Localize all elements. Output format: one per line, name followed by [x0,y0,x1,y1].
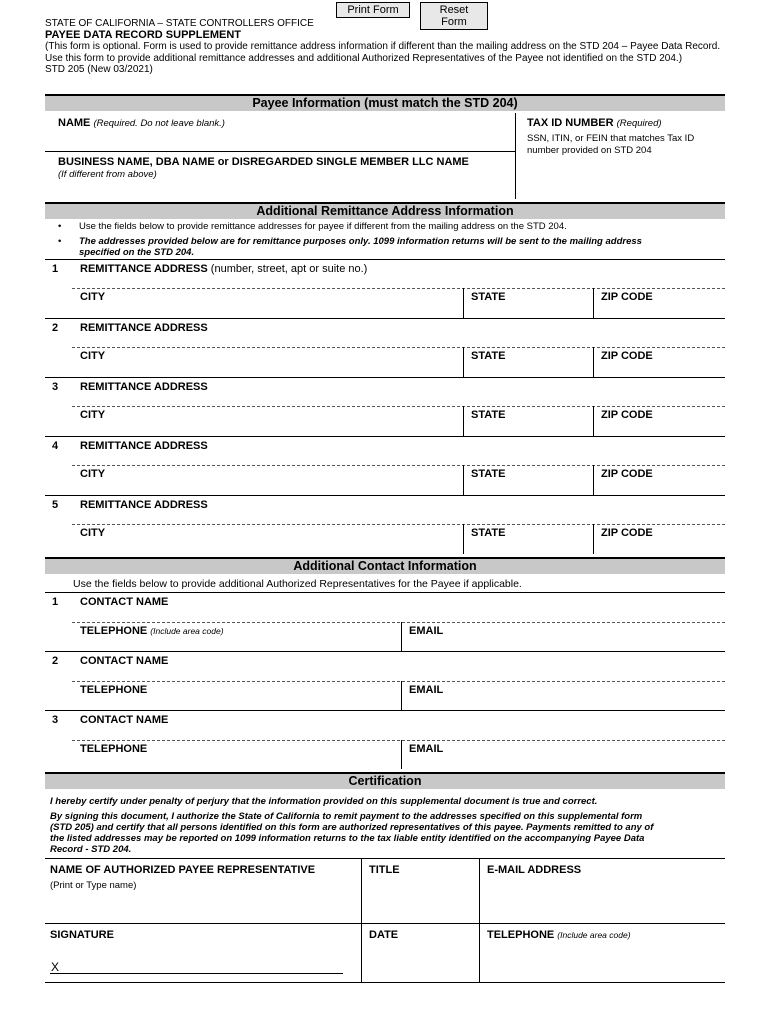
form-header [45,18,735,76]
city-input[interactable] [80,304,455,316]
divider [463,524,464,554]
remittance-number: 2 [52,322,59,334]
email-input[interactable] [409,696,719,708]
zip-label: ZIP CODE [601,409,653,421]
divider [401,622,402,651]
city-label: CITY [80,468,106,480]
divider [401,681,402,710]
telephone-label: TELEPHONE [80,743,148,755]
date-label: DATE [369,929,399,941]
divider [361,858,362,982]
divider [45,592,725,593]
name-label: NAME (Required. Do not leave blank.) [58,117,225,129]
telephone-label: TELEPHONE [80,684,148,696]
city-label: CITY [80,527,106,539]
cert-telephone-input[interactable] [487,944,722,974]
email-input[interactable] [409,755,719,767]
cert-email-input[interactable] [487,880,722,920]
remittance-address-input[interactable] [80,393,720,405]
divider [72,465,725,466]
zip-input[interactable] [601,304,721,316]
remittance-address-input[interactable] [80,334,720,346]
divider [463,465,464,495]
zip-label: ZIP CODE [601,527,653,539]
divider [401,740,402,769]
certification-line-4: the listed addresses may be reported on 1099 information returns to the tax liable entity identified on the accompanying Payee Data [50,833,645,844]
certification-line-2: By signing this document, I authorize the State of California to remit payment to the addresses specified on this supplemental form [50,811,643,822]
divider [72,406,725,407]
zip-input[interactable] [601,363,721,375]
contact-name-input[interactable] [80,726,720,738]
form-number: STD 205 (New 03/2021) [45,64,153,75]
divider [593,288,594,318]
zip-input[interactable] [601,481,721,493]
divider [45,151,515,152]
divider [479,858,480,982]
divider [593,524,594,554]
business-name-label: BUSINESS NAME, DBA NAME or DISREGARDED SINGLE MEMBER LLC NAME [58,156,469,168]
divider [72,347,725,348]
state-input[interactable] [471,481,586,493]
remittance-number: 4 [52,440,59,452]
remittance-address-label: REMITTANCE ADDRESS (number, street, apt or suite no.) [80,263,368,275]
remittance-address-label: REMITTANCE ADDRESS [80,440,208,452]
form-description-1: (This form is optional. Form is used to provide remittance address information if different than the mailing address on the STD 204 – Payee Data Record. [45,41,721,52]
state-label: STATE [471,409,506,421]
city-label: CITY [80,350,106,362]
divider [45,651,725,652]
bullet: • [58,236,62,247]
rep-name-input[interactable] [50,896,355,920]
remittance-address-input[interactable] [80,452,720,464]
tax-id-label: TAX ID NUMBER (Required) [527,117,662,129]
divider [45,377,725,378]
remittance-address-label: REMITTANCE ADDRESS [80,499,208,511]
divider [45,858,725,859]
remittance-address-input[interactable] [80,511,720,523]
state-input[interactable] [471,540,586,552]
divider [45,259,725,260]
cert-email-label: E-MAIL ADDRESS [487,864,582,876]
divider [45,495,725,496]
tax-id-desc-1: SSN, ITIN, or FEIN that matches Tax ID [527,133,695,144]
contact-section-heading: Additional Contact Information [45,557,725,574]
signature-x: X [51,960,60,974]
contact-name-input[interactable] [80,608,720,620]
email-input[interactable] [409,637,719,649]
certification-line-3: (STD 205) and certify that all persons identified on this form are authorized representatives of this payee. Payments remitted to any of [50,822,654,833]
email-label: EMAIL [409,743,444,755]
remittance-bullet-1: Use the fields below to provide remittance addresses for payee if different from the mailing address on the STD 204. [79,221,567,232]
divider [72,740,725,741]
business-name-input[interactable] [58,182,508,198]
contact-name-label: CONTACT NAME [80,596,169,608]
divider [463,406,464,436]
state-label: STATE [471,291,506,303]
zip-input[interactable] [601,422,721,434]
state-label: STATE [471,527,506,539]
contact-name-label: CONTACT NAME [80,655,169,667]
zip-label: ZIP CODE [601,350,653,362]
divider [515,113,516,199]
cert-telephone-label: TELEPHONE (Include area code) [487,929,631,941]
reset-form-button[interactable]: Reset Form [420,2,488,30]
telephone-input[interactable] [80,696,395,708]
remittance-number: 5 [52,499,59,511]
remittance-number: 3 [52,381,59,393]
state-input[interactable] [471,422,586,434]
contact-number: 3 [52,714,59,726]
remittance-bullet-2b: specified on the STD 204. [79,247,195,258]
divider [593,406,594,436]
zip-label: ZIP CODE [601,468,653,480]
remittance-number: 1 [52,263,59,275]
remittance-address-label: REMITTANCE ADDRESS [80,381,208,393]
payee-name-input[interactable] [58,131,508,149]
tax-id-desc-2: number provided on STD 204 [527,145,652,156]
city-input[interactable] [80,422,455,434]
form-description-2: Use this form to provide additional remittance addresses and additional Authorized Representatives of the Payee not identified on the STD 204.) [45,52,683,64]
divider [72,622,725,623]
divider [45,436,725,437]
state-input[interactable] [471,304,586,316]
city-label: CITY [80,409,106,421]
office-name: STATE OF CALIFORNIA – STATE CONTROLLERS OFFICE [45,18,314,29]
zip-input[interactable] [601,540,721,552]
email-label: EMAIL [409,684,444,696]
contact-name-input[interactable] [80,667,720,679]
zip-label: ZIP CODE [601,291,653,303]
title-label: TITLE [369,864,400,876]
contact-name-label: CONTACT NAME [80,714,169,726]
divider [72,288,725,289]
telephone-input[interactable] [80,755,395,767]
business-name-note: (If different from above) [58,169,157,180]
bullet: • [58,221,62,232]
state-label: STATE [471,468,506,480]
payee-section-heading: Payee Information (must match the STD 204) [45,94,725,111]
city-input[interactable] [80,481,455,493]
divider [45,982,725,983]
rep-name-label: NAME OF AUTHORIZED PAYEE REPRESENTATIVE [50,864,316,876]
signature-label: SIGNATURE [50,929,114,941]
remittance-address-label: REMITTANCE ADDRESS [80,322,208,334]
remittance-bullet-2a: The addresses provided below are for remittance purposes only. 1099 information returns will be sent to the mailing address [79,236,642,247]
certification-line-1: I hereby certify under penalty of perjury that the information provided on this supplemental document is true and correct. [50,796,598,807]
divider [463,347,464,377]
city-label: CITY [80,291,106,303]
remittance-address-input[interactable] [80,275,720,287]
divider [593,347,594,377]
print-form-button[interactable]: Print Form [336,2,410,18]
telephone-input[interactable] [80,637,395,649]
telephone-label: TELEPHONE (Include area code) [80,625,224,637]
form-title: PAYEE DATA RECORD SUPPLEMENT [45,28,241,41]
state-input[interactable] [471,363,586,375]
signature-line[interactable] [50,973,343,974]
title-input[interactable] [369,880,474,920]
divider [72,524,725,525]
email-label: EMAIL [409,625,444,637]
city-input[interactable] [80,363,455,375]
remittance-section-heading: Additional Remittance Address Information [45,202,725,219]
certification-heading: Certification [45,772,725,789]
divider [593,465,594,495]
divider [463,288,464,318]
divider [45,318,725,319]
divider [45,710,725,711]
certification-line-5: Record - STD 204. [50,844,132,855]
divider [72,681,725,682]
contact-number: 2 [52,655,59,667]
contact-number: 1 [52,596,59,608]
state-label: STATE [471,350,506,362]
tax-id-input[interactable] [527,160,722,180]
contact-intro: Use the fields below to provide additional Authorized Representatives for the Payee if applicable. [73,578,522,590]
rep-name-note: (Print or Type name) [50,880,137,891]
divider [45,923,725,924]
date-input[interactable] [369,944,474,974]
city-input[interactable] [80,540,455,552]
